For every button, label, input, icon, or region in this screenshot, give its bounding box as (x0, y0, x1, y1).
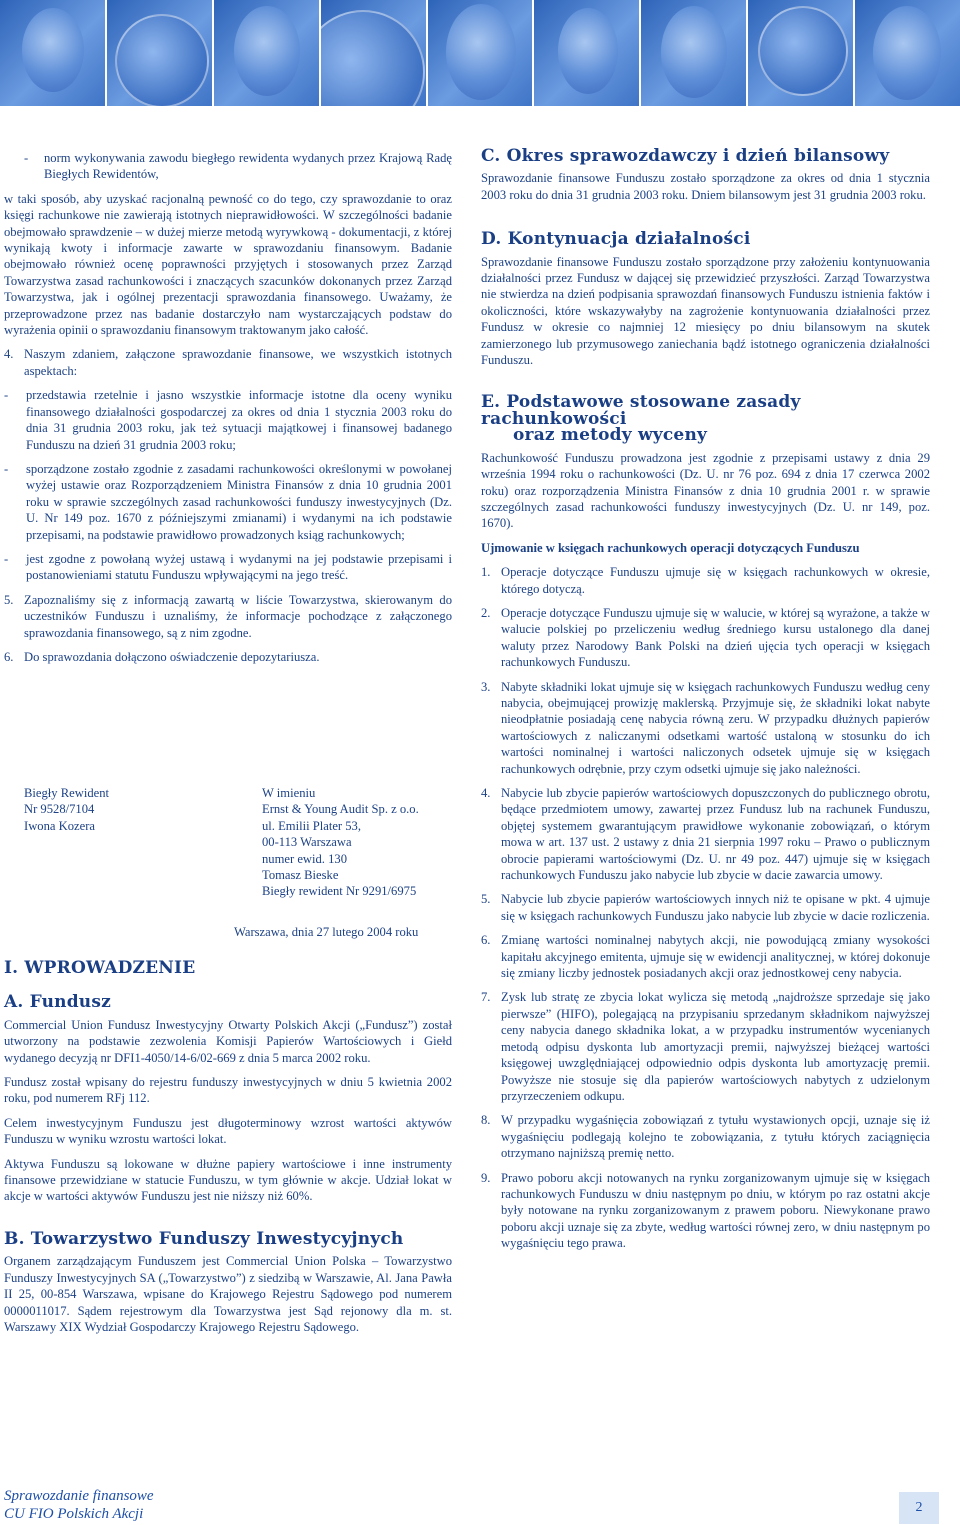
item-number: 2. (481, 605, 491, 620)
item-number: 5. (4, 592, 14, 607)
dash-marker: - (4, 388, 9, 403)
item-text: Zapoznaliśmy się z informacją zawartą w liście Towarzystwa, skierowanym do uczestników Funduszu i uznaliśmy, że informacje pochodzące z załączonego sprawozdania finansowego, są z nim zgodne. (24, 592, 452, 640)
right-column (481, 138, 930, 1260)
item-number: 6. (481, 933, 491, 948)
item-number: 9. (481, 1170, 491, 1185)
footer-title-line: CU FIO Polskich Akcji (4, 1506, 144, 1522)
dash-marker: - (4, 551, 9, 566)
header-photo-banner (0, 0, 960, 106)
dash-item (4, 461, 452, 543)
numbered-item-5 (4, 592, 452, 641)
dash-text: przedstawia rzetelnie i jasno wszystkie informacje istotne dla oceny wyniku finansowego działalności gospodarczej za okres od dnia 1 stycznia 2003 roku do dnia 31 grudnia 2003 roku, jak też sytuacji majątkowej i finansowej badanego Funduszu na dzień 31 grudnia 2003 roku; (26, 388, 452, 452)
item-text: Nabycie lub zbycie papierów wartościowych dopuszczonych do publicznego obrotu, będące przedmiotem umowy, zawartej przez Fundusz lub na rachunek Funduszu, objętej systemem gwarantującym prawidłowe wykonanie zobowiązań, o którym mowa w art. 137 ust. 2 ustawy z dnia 21 sierpnia 1997 roku – Prawo o publicznym obrocie papierami wartościowymi (Dz. U. nr 49 poz. 447) ujmuje się w księgach rachunkowych Funduszu jako nabycie lub zbycie w dacie zawarcia umowy. (501, 786, 930, 883)
item-number: 7. (481, 990, 491, 1005)
portrait-photo-5 (641, 0, 746, 106)
numbered-item-6 (4, 649, 452, 665)
left-column (4, 150, 452, 673)
paragraph: Sprawozdanie finansowe Funduszu zostało sporządzone przy założeniu kontynuowania działalności przez Fundusz w dającej się przewidzieć przyszłości. Zarząd Towarzystwa nie stwierdza na dzień podpisania sprawozdań finansowych Funduszu istnienia faktów i okoliczności, które wskazywałyby na zagrożenie kontynuowania działalności przez Fundusz w okresie co najmniej 12 miesięcy po dniu bilansowym na skutek zamierzonego lub przymusowego zaniechania bądź istotnego ograniczenia działalności Funduszu. (481, 254, 930, 368)
numbered-item (481, 605, 930, 671)
signature-line: 00-113 Warszawa (262, 835, 352, 850)
portrait-photo-6 (855, 0, 960, 106)
numbered-item (481, 989, 930, 1104)
paragraph: Aktywa Funduszu są lokowane w dłużne papiery wartościowe i inne instrumenty finansowe przewidziane w statucie Funduszu, w tym głównie w akcje. Udział lokat w akcje w wartości aktywów Funduszu jest nie niższy niż 60%. (4, 1156, 452, 1204)
page-number: 2 (899, 1492, 939, 1524)
dash-item (4, 150, 452, 183)
item-number: 4. (481, 786, 491, 800)
item-text: Zysk lub stratę ze zbycia lokat wylicza się metodą „najdroższe sprzedaje się jako pierwsze” (HIFO), polegającą na przypisaniu sprzedanym składnikom najwyższej ceny nabycia danego składnika lokat, a w przypadku instrumentów wycenianych metodą odpisu dyskonta lub amortyzacji premii, najwyższej bieżącej wartości księgowej uwzględniającej odpowiednio odpis dyskonta lub amortyzację premii. Powyższe nie stosuje się dla papierów wartościowych nabytych z udzielonym przyrzeczeniem odkupu. (501, 990, 930, 1103)
item-number: 3. (481, 679, 491, 694)
portrait-photo-4 (534, 0, 639, 106)
signature-line: ul. Emilii Plater 53, (262, 818, 361, 833)
paragraph: Organem zarządzającym Funduszem jest Commercial Union Polska – Towarzystwo Funduszy Inwestycyjnych SA („Towarzystwo”) z siedzibą w Warszawie, Al. Jana Pawła II 25, 00-854 Warszawa, wpisane do Krajowego Rejestru Sądowego pod numerem 0000011017. Sądem rejestrowym dla Towarzystwa jest Sąd rejonowy dla m. st. Warszawy XIX Wydział Gospodarczy Krajowego Rejestru Sądowego. (4, 1254, 452, 1334)
signature-line: Biegły Rewident (24, 786, 109, 800)
date-line: Warszawa, dnia 27 lutego 2004 roku (234, 925, 419, 939)
globe-photo-1 (107, 0, 212, 106)
numbered-item (481, 1112, 930, 1161)
paragraph: Sprawozdanie finansowe Funduszu zostało sporządzone za okres od dnia 1 stycznia 2003 roku do dnia 31 grudnia 2003 roku. Dniem bilansowym jest 31 grudnia 2003 roku. (481, 171, 930, 202)
item-text: Naszym zdaniem, załączone sprawozdanie finansowe, we wszystkich istotnych aspektach: (24, 347, 452, 378)
signature-line: numer ewid. 130 (262, 851, 347, 866)
item-number: 5. (481, 892, 491, 907)
item-number: 8. (481, 1113, 491, 1128)
globe-photo-3 (748, 0, 853, 106)
footer-title-line: Sprawozdanie finansowe (4, 1488, 154, 1504)
numbered-item (481, 785, 930, 883)
dash-item (4, 387, 452, 453)
numbered-item (481, 564, 930, 597)
section-heading-b: B. Towarzystwo Funduszy Inwestycyjnych (4, 1228, 404, 1249)
signature-right (262, 785, 462, 900)
heading-line: E. Podstawowe stosowane zasady rachunkowości (481, 392, 801, 429)
dash-item (4, 551, 452, 584)
signature-left (24, 785, 224, 834)
signature-line: Biegły rewident Nr 9291/6975 (262, 884, 417, 899)
signature-line: Ernst & Young Audit Sp. z o.o. (262, 802, 419, 817)
section-heading-d: D. Kontynuacja działalności (481, 229, 751, 250)
portrait-photo-3 (428, 0, 533, 106)
heading-line: oraz metody wyceny (513, 425, 708, 446)
dash-marker: - (24, 151, 29, 165)
item-text: Do sprawozdania dołączono oświadczenie depozytariusza. (24, 649, 320, 664)
dash-text: norm wykonywania zawodu biegłego rewidenta wydanych przez Krajową Radę Biegłych Rewidentów, (44, 151, 452, 182)
signature-line: W imieniu (262, 786, 316, 800)
paragraph: Celem inwestycyjnym Funduszu jest długoterminowy wzrost wartości aktywów Funduszu w wyniku wzrostu wartości lokat. (4, 1115, 452, 1147)
item-text: Operacje dotyczące Funduszu ujmuje się w księgach rachunkowych w okresie, którego dotyczą. (501, 565, 930, 596)
signature-line: Tomasz Bieske (262, 868, 339, 883)
numbered-item-4 (4, 346, 452, 379)
dash-text: sporządzone zostało zgodnie z zasadami rachunkowości określonymi w powołanej wyżej ustawie oraz Rozporządzeniem Ministra Finansów z dnia 10 grudnia 2001 roku w sprawie szczególnych zasad rachunkowości funduszy inwestycyjnych (Dz. U. Nr 149 poz. 1670 z późniejszymi zmianami) i wydanymi na ich podstawie przepisami, na podstawie prawidłowo prowadzonych ksiąg rachunkowych; (26, 461, 452, 542)
numbered-item (481, 679, 930, 777)
left-column-lower (4, 948, 452, 1343)
item-number: 4. (4, 347, 14, 362)
numbered-item (481, 932, 930, 981)
item-text: Operacje dotyczące Funduszu ujmuje się w walucie, w której są wyrażone, a także w walucie polskiej po przeliczeniu według średniego kursu ustalonego dla danej waluty przez Narodowy Bank Polski na dzień ujęcia tych operacji w księgach rachunkowych Funduszu. (501, 605, 930, 670)
paragraph: Fundusz został wpisany do rejestru funduszy inwestycyjnych w dniu 5 kwietnia 2002 roku, pod numerem RFj 112. (4, 1075, 452, 1106)
item-text: Zmianę wartości nominalnej nabytych akcji, nie powodującą zmiany wysokości kapitału akcyjnego emitenta, ujmuje się w ewidencji analitycznej, w której dokonuje się zmiany liczby jednostek posiadanych akcji oraz jednostkowej ceny nabycia. (501, 933, 930, 981)
section-heading-c: C. Okres sprawozdawczy i dzień bilansowy (481, 146, 890, 166)
dash-text: jest zgodne z powołaną wyżej ustawą i wydanymi na jej podstawie przepisami i postanowieniami statutu Funduszu wpływającymi na jego treść. (26, 551, 452, 583)
portrait-photo-2 (214, 0, 319, 106)
item-number: 6. (4, 649, 14, 664)
signature-line: Nr 9528/7104 (24, 802, 95, 817)
portrait-photo-1 (0, 0, 105, 106)
item-text: Nabycie lub zbycie papierów wartościowych innych niż te opisane w pkt. 4 ujmuje się w księgach rachunkowych Funduszu jako nabycie lub zbycie w dacie rozliczenia. (501, 892, 930, 923)
paragraph: w taki sposób, aby uzyskać racjonalną pewność co do tego, czy sprawozdanie to oraz księgi rachunkowe nie zawierają istotnych nieprawidłowości. W szczególności badanie obejmowało sprawdzenie – w dużej mierze metodą wyrywkową - dokumentacji, z której wynikają kwoty i informacje zawarte w sprawozdaniu finansowym. Badanie obejmowało również ocenę poprawności przyjętych i stosowanych przez Zarząd Towarzystwa zasad rachunkowości i znaczących szacunków dokonanych przez Zarząd Towarzystwa, jak i ogólnej prezentacji sprawozdania finansowego. Uważamy, że przeprowadzone przez nas badanie dostarczyło nam wystarczających podstaw do wyrażenia opinii o sprawozdaniu finansowym traktowanym jako całość. (4, 191, 452, 338)
paragraph: Commercial Union Fundusz Inwestycyjny Otwarty Polskich Akcji („Fundusz”) został utworzony na podstawie zezwolenia Komisji Papierów Wartościowych i Giełd wydanego decyzją nr DFI1-4050/14-6/02-669 z dnia 5 marca 2002 roku. (4, 1017, 452, 1065)
item-text: Prawo poboru akcji notowanych na rynku zorganizowanym ujmuje się w księgach rachunkowych Funduszu w dniu następnym po dniu, w którym po raz ostatni akcje były notowane na rynku zorganizowanym z prawem poboru. Niewykonane prawo poboru akcji uznaje się za zbyte, według wartości równej zero, w dniu następnym po wygaśnięciu tego prawa. (501, 1170, 930, 1251)
dash-marker: - (4, 461, 9, 476)
item-number: 1. (481, 565, 491, 580)
section-heading-e (481, 392, 930, 446)
signature-line: Iwona Kozera (24, 818, 95, 833)
globe-photo-2 (321, 0, 426, 106)
item-text: Nabyte składniki lokat ujmuje się w księgach rachunkowych Funduszu według ceny nabycia, obejmującej prowizję maklerską. Przyjmuje się, że składniki lokat nabyte nieodpłatnie posiadają cenę nabycia równą zeru. W przypadku dłużnych papierów wartościowych z naliczanymi odsetkami wartość ustaloną w stosunku do ich wartości nominalnej i wartości naliczonych odsetek ujmuje się w księgach rachunkowych odrębnie, przy czym odsetki ujmuje się jako należności. (501, 679, 930, 776)
section-heading-i: I. WPROWADZENIE (4, 958, 196, 978)
numbered-item (481, 1170, 930, 1252)
paragraph: Rachunkowość Funduszu prowadzona jest zgodnie z przepisami ustawy z dnia 29 września 1994 roku o rachunkowości (Dz. U. nr 76 poz. 694 z dnia 17 czerwca 2002 roku) oraz rozporządzenia Ministra Finansów z dnia 10 grudnia 2001 r. w sprawie szczególnych zasad rachunkowości funduszy inwestycyjnych (Dz. U. nr 149, poz. 1670). (481, 450, 930, 531)
section-heading-a: A. Fundusz (4, 992, 111, 1013)
subheading: Ujmowanie w księgach rachunkowych operacji dotyczących Funduszu (481, 540, 860, 555)
footer-document-title (4, 1487, 154, 1523)
item-text: W przypadku wygaśnięcia zobowiązań z tytułu wystawionych opcji, uznaje się iż wygaśnięciu podlegają kolejno te zobowiązania, z tytułu których zaciągnięcia otrzymano najniższą premię netto. (501, 1113, 930, 1161)
numbered-item (481, 891, 930, 924)
